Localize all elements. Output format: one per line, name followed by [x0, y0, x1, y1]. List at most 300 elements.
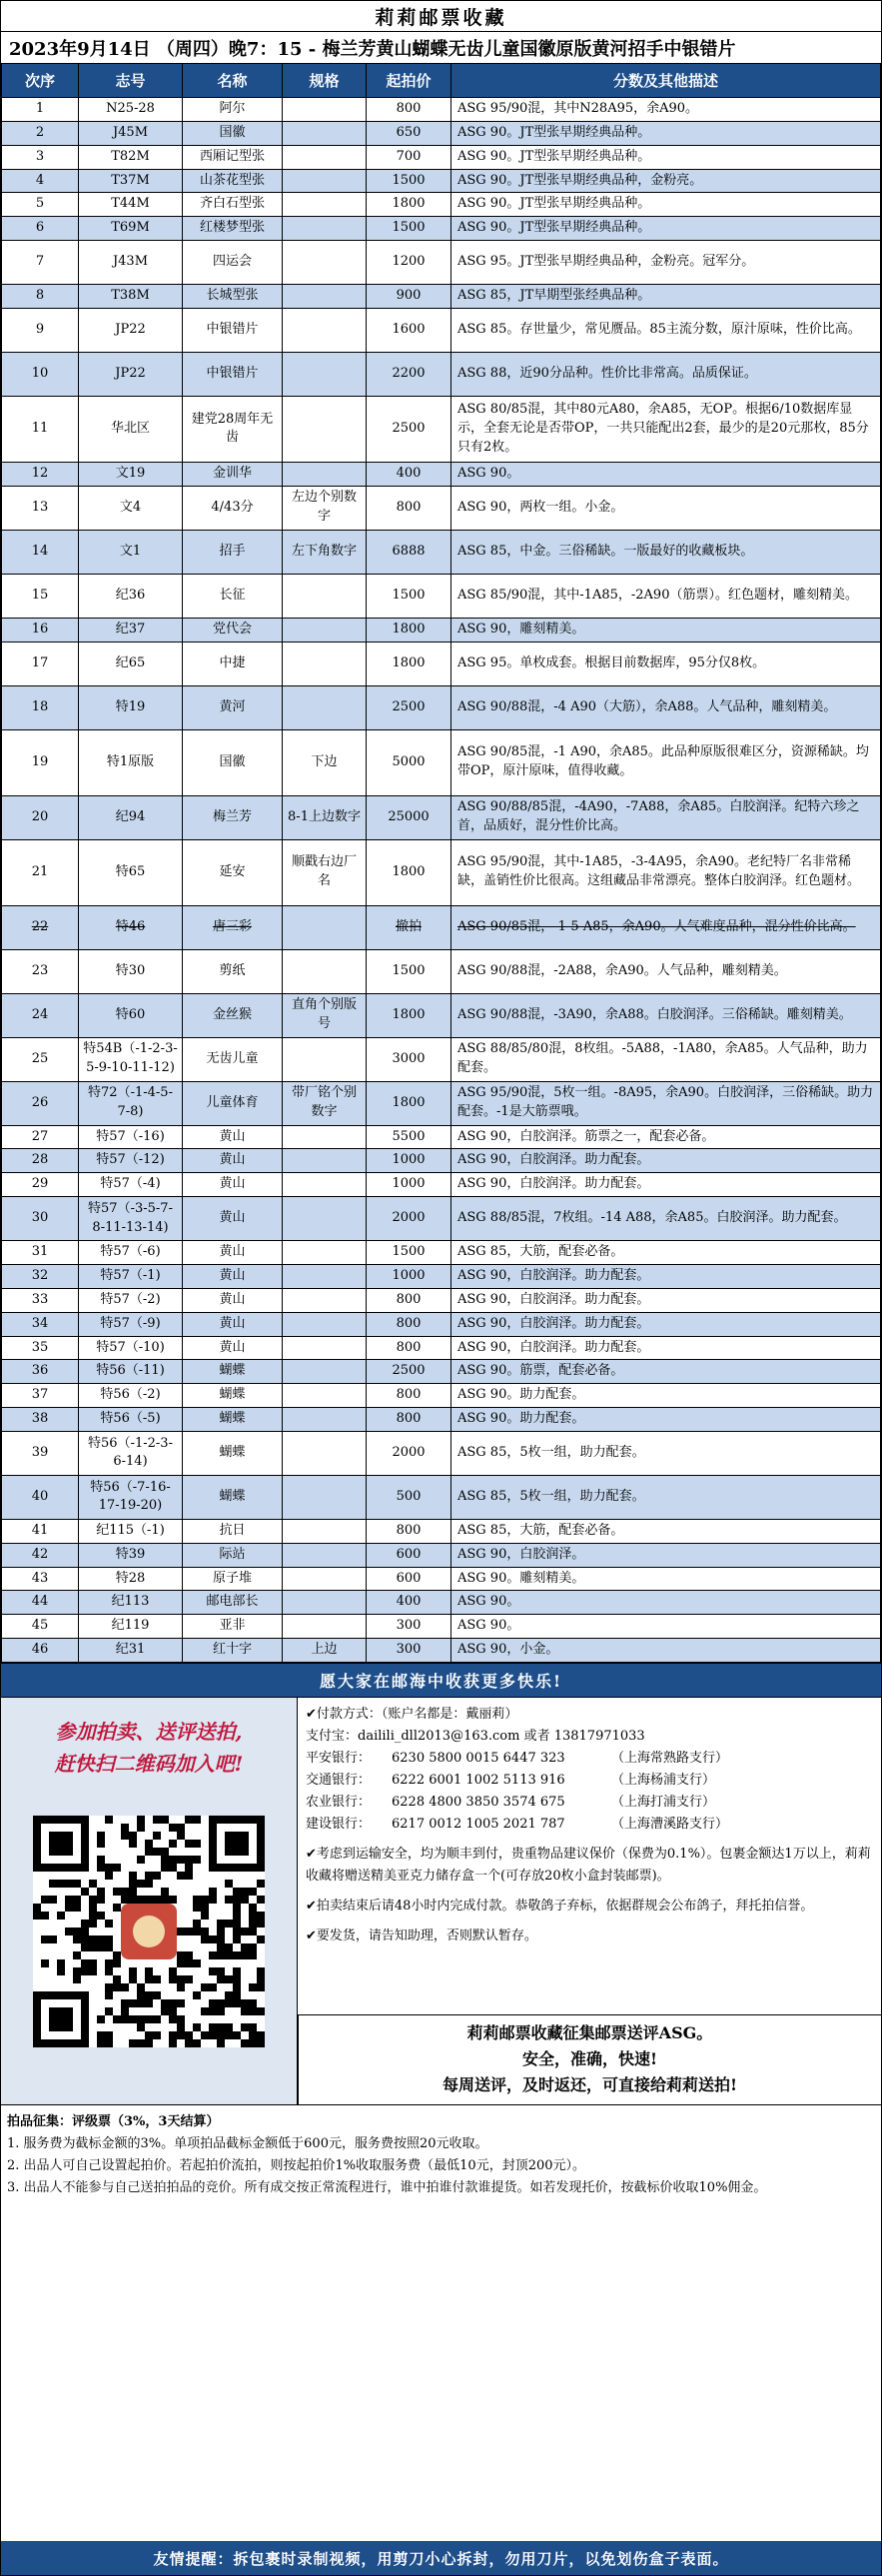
stamp-name: 原子堆	[183, 1567, 283, 1591]
description: ASG 95/90混，5枚一组。-8A95，余A90。白胶润泽，三俗稀缺。助力配套。-1是大筋票哦。	[451, 1081, 881, 1125]
stamp-spec	[283, 169, 367, 193]
description: ASG 90。	[451, 1615, 881, 1639]
stamp-spec	[283, 1519, 367, 1543]
description: ASG 90，白胶润泽。助力配套。	[451, 1173, 881, 1197]
table-row	[2, 1543, 881, 1567]
stamp-spec	[283, 145, 367, 169]
description: ASG 90/88混，-4 A90（大筋），余A88。人气品种，雕刻精美。	[451, 685, 881, 729]
stamp-name: 剪纸	[183, 949, 283, 993]
table-row	[2, 1639, 881, 1663]
table-row	[2, 618, 881, 642]
stamp-name: 中银错片	[183, 352, 283, 396]
lot-no: 30	[2, 1197, 79, 1241]
start-price: 400	[367, 1591, 451, 1615]
stamp-code: 纪31	[79, 1639, 183, 1663]
stamp-name: 西厢记型张	[183, 145, 283, 169]
stamp-spec	[283, 1360, 367, 1384]
table-row	[2, 1360, 881, 1384]
description: ASG 85，5枚一组，助力配套。	[451, 1475, 881, 1519]
start-price: 300	[367, 1615, 451, 1639]
description: ASG 88/85/80混，8枚组。-5A88，-1A80，余A85。人气品种，助力配套。	[451, 1037, 881, 1081]
table-row	[2, 1125, 881, 1149]
lot-no: 12	[2, 462, 79, 486]
stamp-code: JP22	[79, 308, 183, 352]
stamp-code: 特57（-9)	[79, 1312, 183, 1336]
start-price: 1500	[367, 949, 451, 993]
lot-no: 7	[2, 241, 79, 285]
stamp-code: 纪115（-1)	[79, 1519, 183, 1543]
lot-no: 41	[2, 1519, 79, 1543]
stamp-name: 黄山	[183, 1197, 283, 1241]
start-price: 1800	[367, 618, 451, 642]
stamp-name: 党代会	[183, 618, 283, 642]
description: ASG 88/85混，7枚组。-14 A88，余A85。白胶润泽。助力配套。	[451, 1197, 881, 1241]
stamp-code: JP22	[79, 352, 183, 396]
start-price: 1800	[367, 642, 451, 685]
lot-no: 3	[2, 145, 79, 169]
stamp-spec: 顺戳右边厂名	[283, 839, 367, 905]
stamp-code: 纪113	[79, 1591, 183, 1615]
stamp-spec	[283, 642, 367, 685]
info-section	[1, 1697, 881, 2104]
description: ASG 90/85混，-1 A90，余A85。此品种原版很难区分，资源稀缺。均带OP，原汁原味，值得收藏。	[451, 729, 881, 795]
stamp-spec	[283, 1288, 367, 1312]
rule-3: 3. 出品人不能参与自己送拍拍品的竞价。所有成交按正常流程进行，谁中拍谁付款谁提货。如若发现托价，按截标价收取10%佣金。	[7, 2179, 767, 2195]
description: ASG 90，雕刻精美。	[451, 618, 881, 642]
stamp-code: 纪119	[79, 1615, 183, 1639]
table-row	[2, 1288, 881, 1312]
stamp-code: 特57（-10)	[79, 1336, 183, 1360]
start-price: 2000	[367, 1431, 451, 1475]
description: ASG 85。存世量少，常见赝品。85主流分数，原汁原味，性价比高。	[451, 308, 881, 352]
stamp-spec	[283, 1475, 367, 1519]
stamp-name: 中捷	[183, 642, 283, 685]
stamp-spec	[283, 1384, 367, 1408]
stamp-spec: 上边	[283, 1639, 367, 1663]
stamp-name: 阿尔	[183, 98, 283, 122]
bank-acct: 6217 0012 1005 2021 787	[392, 1816, 565, 1832]
stamp-spec	[283, 121, 367, 145]
table-row	[2, 169, 881, 193]
table-row	[2, 685, 881, 729]
start-price: 800	[367, 1288, 451, 1312]
stamp-code: T69M	[79, 217, 183, 241]
stamp-spec	[283, 1312, 367, 1336]
description: ASG 90。助力配套。	[451, 1384, 881, 1408]
table-row	[2, 1519, 881, 1543]
stamp-code: 特56（-7-16-17-19-20)	[79, 1475, 183, 1519]
table-row	[2, 462, 881, 486]
start-price: 1500	[367, 217, 451, 241]
rules-section	[1, 2104, 881, 2270]
stamp-code: 特57（-4)	[79, 1173, 183, 1197]
start-price: 1600	[367, 308, 451, 352]
start-price: 1000	[367, 1173, 451, 1197]
lot-no: 19	[2, 729, 79, 795]
description: ASG 85，大筋，配套必备。	[451, 1519, 881, 1543]
bank-branch: （上海杨浦支行）	[611, 1772, 716, 1788]
stamp-code: 特56（-1-2-3-6-14)	[79, 1431, 183, 1475]
auction-table	[1, 63, 881, 1663]
stamp-code: 纪94	[79, 795, 183, 839]
stamp-name: 蝴蝶	[183, 1384, 283, 1408]
stamp-spec	[283, 1591, 367, 1615]
lot-no: 15	[2, 574, 79, 618]
lot-no: 18	[2, 685, 79, 729]
col-price: 起拍价	[367, 64, 451, 98]
stamp-code: 文19	[79, 462, 183, 486]
auction-subtitle: 2023年9月14日 （周四）晚7：15 - 梅兰芳黄山蝴蝶无齿儿童国徽原版黄河招手中银错片	[1, 31, 881, 63]
stamp-name: 红楼梦型张	[183, 217, 283, 241]
stamp-name: 山茶花型张	[183, 169, 283, 193]
start-price: 6888	[367, 530, 451, 574]
stamp-name: 中银错片	[183, 308, 283, 352]
table-row	[2, 729, 881, 795]
bank-account	[306, 1770, 873, 1792]
description: ASG 90，白胶润泽。筋票之一，配套必备。	[451, 1125, 881, 1149]
stamp-code: N25-28	[79, 98, 183, 122]
stamp-code: J43M	[79, 241, 183, 285]
lot-no: 38	[2, 1408, 79, 1432]
start-price: 800	[367, 1519, 451, 1543]
lot-no: 35	[2, 1336, 79, 1360]
start-price: 800	[367, 1312, 451, 1336]
stamp-name: 招手	[183, 530, 283, 574]
lot-no: 31	[2, 1241, 79, 1265]
lot-no: 28	[2, 1149, 79, 1173]
start-price: 1500	[367, 1241, 451, 1265]
description: ASG 85，中金。三俗稀缺。一版最好的收藏板块。	[451, 530, 881, 574]
col-spec: 规格	[283, 64, 367, 98]
stamp-name: 建党28周年无齿	[183, 396, 283, 462]
stamp-name: 黄山	[183, 1288, 283, 1312]
stamp-name: 邮电部长	[183, 1591, 283, 1615]
description: ASG 90。JT型张早期经典品种。	[451, 121, 881, 145]
description: ASG 85，JT早期型张经典品种。	[451, 285, 881, 309]
bank-account	[306, 1792, 873, 1814]
stamp-name: 蝴蝶	[183, 1431, 283, 1475]
stamp-spec	[283, 285, 367, 309]
description: ASG 90，白胶润泽。助力配套。	[451, 1264, 881, 1288]
description: ASG 90。筋票，配套必备。	[451, 1360, 881, 1384]
description: ASG 90。	[451, 1591, 881, 1615]
bank-bank: 建设银行：	[306, 1816, 372, 1832]
shipping-note: ✔考虑到运输安全，均为顺丰到付，贵重物品建议保价（保费为0.1%）。包裹金额达1万以上，莉莉收藏将赠送精美亚克力储存盒一个(可存放20枚小盒封装邮票)。	[306, 1846, 871, 1884]
description: ASG 88，近90分品种。性价比非常高。品质保证。	[451, 352, 881, 396]
asg-line-3: 每周送评，及时返还，可直接给莉莉送拍!	[441, 2075, 738, 2095]
table-row	[2, 530, 881, 574]
start-price: 600	[367, 1567, 451, 1591]
stamp-code: 特56（-5)	[79, 1408, 183, 1432]
col-name: 名称	[183, 64, 283, 98]
stamp-spec	[283, 574, 367, 618]
stamp-spec: 左边个别数字	[283, 486, 367, 530]
description: ASG 90，白胶润泽。助力配套。	[451, 1149, 881, 1173]
lot-no: 10	[2, 352, 79, 396]
table-row	[2, 1591, 881, 1615]
stamp-name: 延安	[183, 839, 283, 905]
stamp-spec	[283, 1125, 367, 1149]
start-price: 1800	[367, 1081, 451, 1125]
start-price: 1200	[367, 241, 451, 285]
description: ASG 90。JT型张早期经典品种。	[451, 217, 881, 241]
start-price: 1800	[367, 993, 451, 1037]
stamp-code: 纪36	[79, 574, 183, 618]
description: ASG 90，两枚一组。小金。	[451, 486, 881, 530]
stamp-code: 特28	[79, 1567, 183, 1591]
stamp-name: 黄山	[183, 1241, 283, 1265]
stamp-code: 特30	[79, 949, 183, 993]
stamp-spec: 左下角数字	[283, 530, 367, 574]
description: ASG 90，白胶润泽。助力配套。	[451, 1288, 881, 1312]
lot-no: 20	[2, 795, 79, 839]
stamp-name: 长城型张	[183, 285, 283, 309]
qr-code-icon[interactable]	[33, 1816, 265, 2047]
description: ASG 90/85混，-1-5 A85，余A90。人气难度品种，混分性价比高。	[451, 905, 881, 949]
stamp-code: 特57（-12)	[79, 1149, 183, 1173]
start-price: 5000	[367, 729, 451, 795]
start-price: 800	[367, 1408, 451, 1432]
stamp-code: 纪37	[79, 618, 183, 642]
lot-no: 6	[2, 217, 79, 241]
lot-no: 24	[2, 993, 79, 1037]
start-price: 300	[367, 1639, 451, 1663]
stamp-name: 金训华	[183, 462, 283, 486]
description: ASG 90/88混，-2A88，余A90。人气品种，雕刻精美。	[451, 949, 881, 993]
start-price: 400	[367, 462, 451, 486]
stamp-spec	[283, 618, 367, 642]
start-price: 撤拍	[367, 905, 451, 949]
table-row	[2, 1149, 881, 1173]
stamp-spec	[283, 1431, 367, 1475]
col-code: 志号	[79, 64, 183, 98]
stamp-name: 长征	[183, 574, 283, 618]
lot-no: 43	[2, 1567, 79, 1591]
bank-bank: 交通银行：	[306, 1772, 372, 1788]
stamp-spec	[283, 98, 367, 122]
table-row	[2, 308, 881, 352]
table-row	[2, 1241, 881, 1265]
stamp-code: 特56（-2)	[79, 1384, 183, 1408]
table-row	[2, 98, 881, 122]
lot-no: 14	[2, 530, 79, 574]
description: ASG 90。雕刻精美。	[451, 1567, 881, 1591]
table-row	[2, 1312, 881, 1336]
lot-no: 45	[2, 1615, 79, 1639]
bank-branch: （上海打浦支行）	[611, 1794, 716, 1810]
description: ASG 95。单枚成套。根据目前数据库，95分仅8枚。	[451, 642, 881, 685]
stamp-spec	[283, 1173, 367, 1197]
lot-no: 17	[2, 642, 79, 685]
stamp-name: 际站	[183, 1543, 283, 1567]
stamp-code: 特57（-2)	[79, 1288, 183, 1312]
lot-no: 23	[2, 949, 79, 993]
start-price: 650	[367, 121, 451, 145]
stamp-spec: 带厂铭个别数字	[283, 1081, 367, 1125]
promo-line-1: 参加拍卖、送评送拍,	[55, 1719, 243, 1744]
lot-no: 21	[2, 839, 79, 905]
table-row	[2, 905, 881, 949]
table-row	[2, 121, 881, 145]
table-row	[2, 1037, 881, 1081]
lot-no: 32	[2, 1264, 79, 1288]
start-price: 800	[367, 1384, 451, 1408]
description: ASG 85，5枚一组，助力配套。	[451, 1431, 881, 1475]
table-row	[2, 1431, 881, 1475]
description: ASG 90。JT型张早期经典品种。	[451, 145, 881, 169]
start-price: 800	[367, 486, 451, 530]
start-price: 700	[367, 145, 451, 169]
stamp-code: T44M	[79, 193, 183, 217]
payment-title: ✔付款方式：（账户名都是：戴丽莉）	[306, 1706, 518, 1722]
stamp-code: 特57（-1)	[79, 1264, 183, 1288]
col-no: 次序	[2, 64, 79, 98]
stamp-spec: 直角个别版号	[283, 993, 367, 1037]
promo-panel	[1, 1698, 298, 2104]
table-row	[2, 217, 881, 241]
stamp-code: T38M	[79, 285, 183, 309]
start-price: 25000	[367, 795, 451, 839]
stamp-code: 特19	[79, 685, 183, 729]
stamp-name: 红十字	[183, 1639, 283, 1663]
description: ASG 90。	[451, 462, 881, 486]
start-price: 2500	[367, 1360, 451, 1384]
stamp-name: 黄山	[183, 1149, 283, 1173]
start-price: 3000	[367, 1037, 451, 1081]
bank-account	[306, 1748, 873, 1770]
table-row	[2, 795, 881, 839]
stamp-spec	[283, 685, 367, 729]
payment-note: ✔拍卖结束后请48小时内完成付款。恭敬鸽子弃标，依据群规会公布鸽子，拜托拍信誉。	[306, 1898, 814, 1914]
bank-account	[306, 1814, 873, 1836]
stamp-code: T82M	[79, 145, 183, 169]
table-row	[2, 1173, 881, 1197]
description: ASG 85，大筋，配套必备。	[451, 1241, 881, 1265]
description: ASG 90。助力配套。	[451, 1408, 881, 1432]
stamp-name: 蝴蝶	[183, 1360, 283, 1384]
stamp-name: 蝴蝶	[183, 1408, 283, 1432]
bank-acct: 6222 6001 1002 5113 916	[392, 1772, 565, 1788]
stamp-spec: 下边	[283, 729, 367, 795]
bank-branch: （上海漕溪路支行）	[611, 1816, 729, 1832]
description: ASG 90。JT型张早期经典品种。	[451, 193, 881, 217]
stamp-name: 梅兰芳	[183, 795, 283, 839]
lot-no: 29	[2, 1173, 79, 1197]
table-row	[2, 193, 881, 217]
stamp-name: 黄山	[183, 1312, 283, 1336]
storage-note: ✔要发货，请告知助理，否则默认暂存。	[306, 1928, 537, 1943]
table-row	[2, 949, 881, 993]
stamp-code: J45M	[79, 121, 183, 145]
bank-bank: 农业银行：	[306, 1794, 372, 1810]
description: ASG 85/90混，其中-1A85，-2A90（筋票）。红色题材，雕刻精美。	[451, 574, 881, 618]
table-row	[2, 352, 881, 396]
stamp-code: 纪65	[79, 642, 183, 685]
lot-no: 11	[2, 396, 79, 462]
stamp-spec	[283, 1615, 367, 1639]
stamp-code: T37M	[79, 169, 183, 193]
start-price: 1500	[367, 574, 451, 618]
table-row	[2, 285, 881, 309]
start-price: 2200	[367, 352, 451, 396]
page-title: 莉莉邮票收藏	[375, 6, 507, 29]
stamp-spec	[283, 1408, 367, 1432]
table-row	[2, 642, 881, 685]
lot-no: 26	[2, 1081, 79, 1125]
rules-head: 拍品征集：评级票（3%，3天结算）	[7, 2113, 220, 2129]
description: ASG 90/88/85混，-4A90，-7A88，余A85。白胶润泽。纪特六珍之首，品质好，混分性价比高。	[451, 795, 881, 839]
stamp-code: 特54B（-1-2-3-5-9-10-11-12)	[79, 1037, 183, 1081]
stamp-spec	[283, 1241, 367, 1265]
stamp-name: 黄河	[183, 685, 283, 729]
start-price: 500	[367, 1475, 451, 1519]
stamp-name: 儿童体育	[183, 1081, 283, 1125]
stamp-code: 特56（-11)	[79, 1360, 183, 1384]
lot-no: 2	[2, 121, 79, 145]
footer-reminder: 友情提醒：拆包裹时录制视频，用剪刀小心拆封，勿用刀片，以免划伤盒子表面。	[1, 2541, 881, 2575]
start-price: 2000	[367, 1197, 451, 1241]
description: ASG 80/85混，其中80元A80，余A85，无OP。根据6/10数据库显示，全套无论是否带OP，一共只能配出2套，最少的是20元那枚，85分只有2枚。	[451, 396, 881, 462]
start-price: 5500	[367, 1125, 451, 1149]
bank-bank: 平安银行：	[306, 1750, 372, 1766]
table-row	[2, 1408, 881, 1432]
stamp-name: 无齿儿童	[183, 1037, 283, 1081]
stamp-spec	[283, 905, 367, 949]
stamp-code: 华北区	[79, 396, 183, 462]
stamp-name: 国徽	[183, 729, 283, 795]
table-row	[2, 1475, 881, 1519]
bank-branch: （上海常熟路支行）	[611, 1750, 729, 1766]
stamp-name: 四运会	[183, 241, 283, 285]
start-price: 900	[367, 285, 451, 309]
table-row	[2, 145, 881, 169]
stamp-code: 特1原版	[79, 729, 183, 795]
table-header	[2, 64, 881, 98]
description: ASG 95。JT型张早期经典品种，金粉亮。冠军分。	[451, 241, 881, 285]
stamp-name: 黄山	[183, 1125, 283, 1149]
lot-no: 22	[2, 905, 79, 949]
stamp-code: 特60	[79, 993, 183, 1037]
stamp-spec	[283, 949, 367, 993]
rule-2: 2. 出品人可自己设置起拍价。若起拍价流拍，则按起拍价1%收取服务费（最低10元，封顶200元）。	[7, 2157, 586, 2173]
start-price: 600	[367, 1543, 451, 1567]
stamp-spec	[283, 462, 367, 486]
start-price: 2500	[367, 396, 451, 462]
stamp-code: 特72（-1-4-5-7-8)	[79, 1081, 183, 1125]
description: ASG 95/90混，其中N28A95，余A90。	[451, 98, 881, 122]
table-row	[2, 396, 881, 462]
lot-no: 39	[2, 1431, 79, 1475]
bank-acct: 6230 5800 0015 6447 323	[392, 1750, 565, 1766]
stamp-name: 齐白石型张	[183, 193, 283, 217]
lot-no: 37	[2, 1384, 79, 1408]
table-row	[2, 1197, 881, 1241]
stamp-spec	[283, 217, 367, 241]
stamp-name: 蝴蝶	[183, 1475, 283, 1519]
lot-no: 27	[2, 1125, 79, 1149]
lot-no: 9	[2, 308, 79, 352]
description: ASG 90，白胶润泽。助力配套。	[451, 1336, 881, 1360]
stamp-code: 特57（-3-5-7-8-11-13-14)	[79, 1197, 183, 1241]
start-price: 800	[367, 1336, 451, 1360]
stamp-name: 黄山	[183, 1264, 283, 1288]
lot-no: 13	[2, 486, 79, 530]
banner: 愿大家在邮海中收获更多快乐!	[1, 1663, 881, 1697]
start-price: 1500	[367, 169, 451, 193]
start-price: 1800	[367, 839, 451, 905]
stamp-spec	[283, 241, 367, 285]
start-price: 800	[367, 98, 451, 122]
